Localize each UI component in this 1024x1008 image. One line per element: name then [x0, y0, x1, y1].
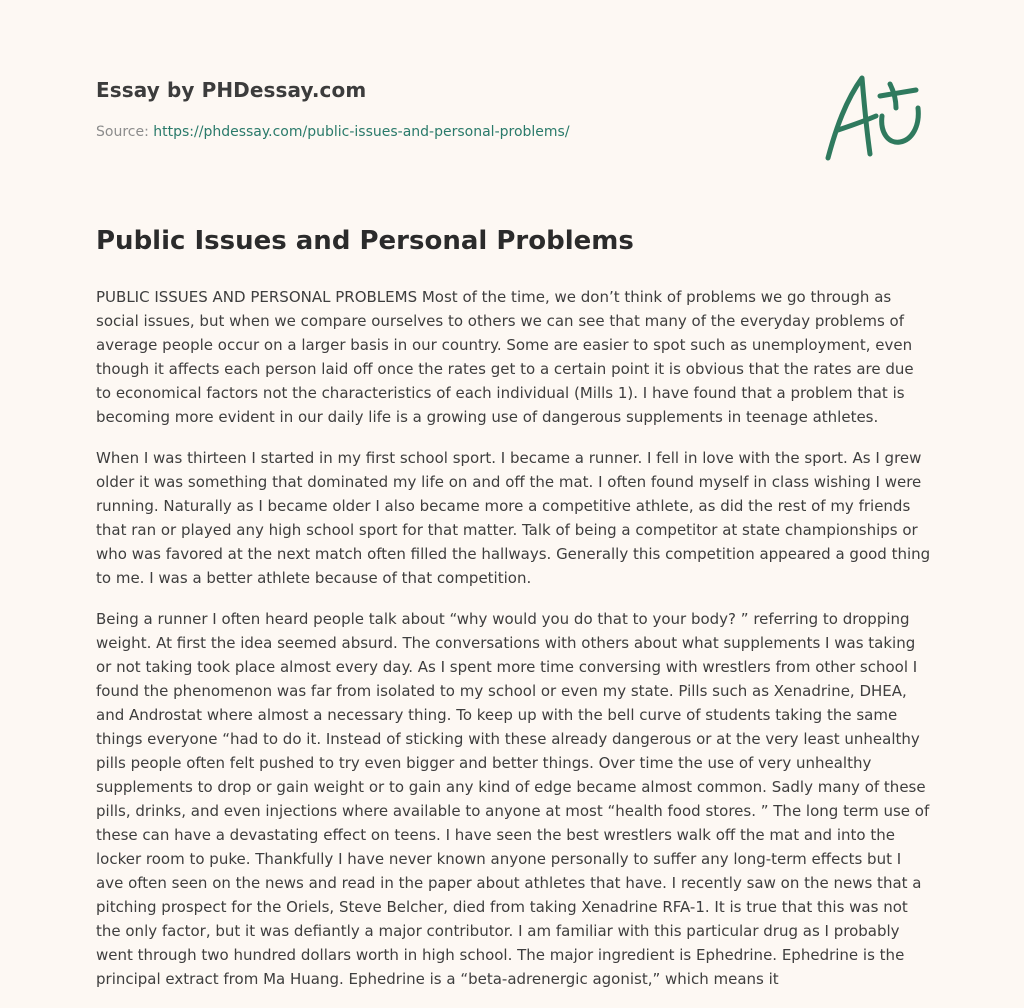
- site-brand: Essay by PHDessay.com: [96, 78, 367, 102]
- essay-paragraph-1: PUBLIC ISSUES AND PERSONAL PROBLEMS Most of the time, we don’t think of problems we go through as social issues, but when we compare ourselves to others we can see that many of the everyday problems of average people occur on a larger basis in our country. Some are easier to spot such as unemployment, even though it affects each person laid off once the rates get to a certain point it is obvious that the rates are due to economical factors not the characteristics of each individual (Mills 1). I have found that a problem that is becoming more evident in our daily life is a growing use of dangerous supplements in teenage athletes.: [96, 288, 914, 426]
- essay-body: [96, 285, 932, 1008]
- essay-paragraph-2: When I was thirteen I started in my first school sport. I became a runner. I fell in love with the sport. As I grew older it was something that dominated my life on and off the mat. I often found myself in class wishing I were running. Naturally as I became older I also became more a competitive athlete, as did the rest of my friends that ran or played any high school sport for that matter. Talk of being a competitor at state championships or who was favored at the next match often filled the hallways. Generally this competition appeared a good thing to me. I was a better athlete because of that competition.: [96, 449, 931, 587]
- a-plus-icon: [822, 66, 932, 166]
- source-link[interactable]: https://phdessay.com/public-issues-and-personal-problems/: [153, 124, 570, 140]
- source-label: Source:: [96, 124, 154, 140]
- essay-paragraph-3: Being a runner I often heard people talk about “why would you do that to your body? ” referring to dropping weight. At first the idea seemed absurd. The conversations with others about what supplements I was taking or not taking took place almost every day. As I spent more time conversing with wrestlers from other school I found the phenomenon was far from isolated to my school or even my state. Pills such as Xenadrine, DHEA, and Androstat where almost a necessary thing. To keep up with the bell curve of students taking the same things everyone “had to do it. Instead of sticking with these already dangerous or at the very least unhealthy pills people often felt pushed to try even bigger and better things. Over time the use of very unhealthy supplements to drop or gain weight or to gain any kind of edge became almost common. Sadly many of these pills, drinks, and even injections where available to anyone at most “health food stores. ” The long term use of these can have a devastating effect on teens. I have seen the best wrestlers walk off the mat and into the locker room to puke. Thankfully I have never known anyone personally to suffer any long-term effects but I ave often seen on the news and read in the paper about athletes that have. I recently saw on the news that a pitching prospect for the Oriels, Steve Belcher, died from taking Xenadrine RFA-1. It is true that this was not the only factor, but it was defiantly a major contributor. I am familiar with this particular drug as I probably went through two hundred dollars worth in high school. The major ingredient is Ephedrine. Ephedrine is the principal extract from Ma Huang. Ephedrine is a “beta-adrenergic agonist,” which means it: [96, 610, 930, 988]
- essay-title: Public Issues and Personal Problems: [96, 226, 634, 256]
- source-line: [96, 124, 570, 140]
